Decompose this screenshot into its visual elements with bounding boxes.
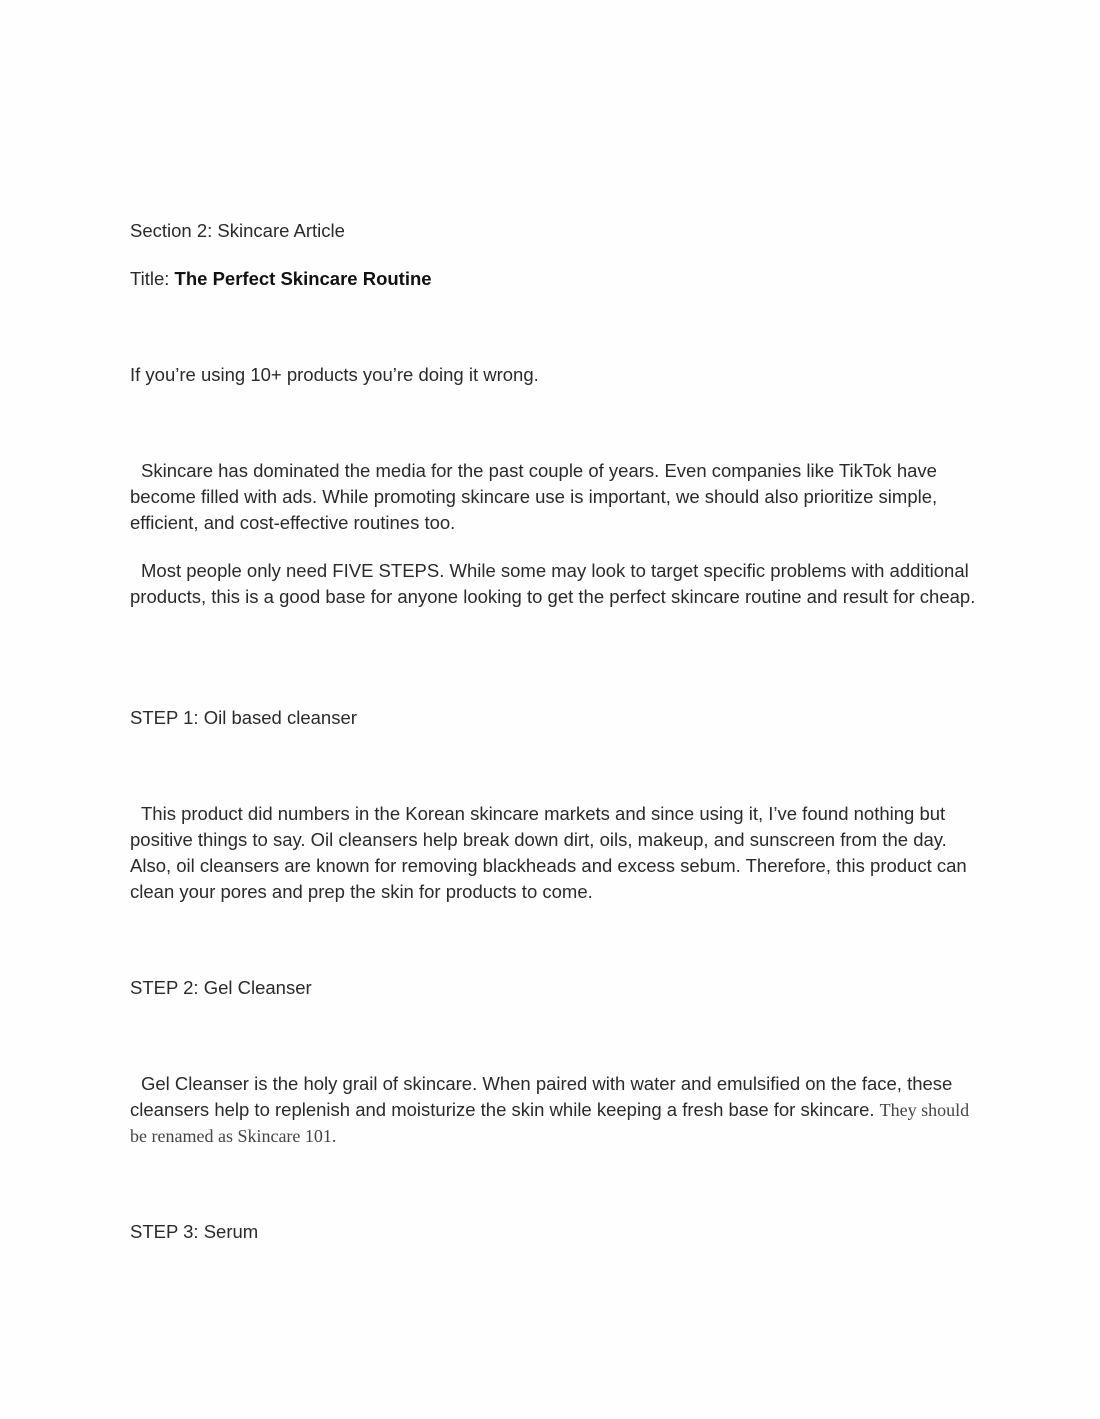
article-title-line xyxy=(130,266,432,292)
intro-paragraph-1-text: Skincare has dominated the media for the past couple of years. Even companies like TikTok have become filled with ads. While promoting skincare use is important, we should also prioritize simple, efficient, and cost-effective routines too. xyxy=(130,460,938,533)
step-2-body-tail: They should be renamed as Skincare 101. xyxy=(130,1100,970,1146)
title-label: Title: xyxy=(130,268,170,289)
step-1-body xyxy=(130,801,980,905)
step-2-body-text: Gel Cleanser is the holy grail of skincare. When paired with water and emulsified on the face, these cleansers help to replenish and moisturize the skin while keeping a fresh base for skincare. xyxy=(130,1073,953,1120)
intro-paragraph-1 xyxy=(130,458,980,536)
step-2-body xyxy=(130,1071,980,1149)
step-1-body-text: This product did numbers in the Korean skincare markets and since using it, I’ve found nothing but positive things to say. Oil cleansers help break down dirt, oils, makeup, and sunscreen from the day. Also, oil cleansers are known for removing blackheads and excess sebum. Therefore, this product can clean your pores and prep the skin for products to come. xyxy=(130,803,967,902)
step-2-heading: STEP 2: Gel Cleanser xyxy=(130,977,312,998)
intro-paragraph-2 xyxy=(130,558,980,610)
intro-paragraph-2-text: Most people only need FIVE STEPS. While some may look to target specific problems with additional products, this is a good base for anyone looking to get the perfect skincare routine and result for cheap. xyxy=(130,560,976,607)
tagline: If you’re using 10+ products you’re doing it wrong. xyxy=(130,364,539,385)
step-3-heading: STEP 3: Serum xyxy=(130,1221,259,1242)
step-1-heading: STEP 1: Oil based cleanser xyxy=(130,707,357,728)
article-title: The Perfect Skincare Routine xyxy=(174,268,432,289)
section-heading: Section 2: Skincare Article xyxy=(130,220,345,241)
